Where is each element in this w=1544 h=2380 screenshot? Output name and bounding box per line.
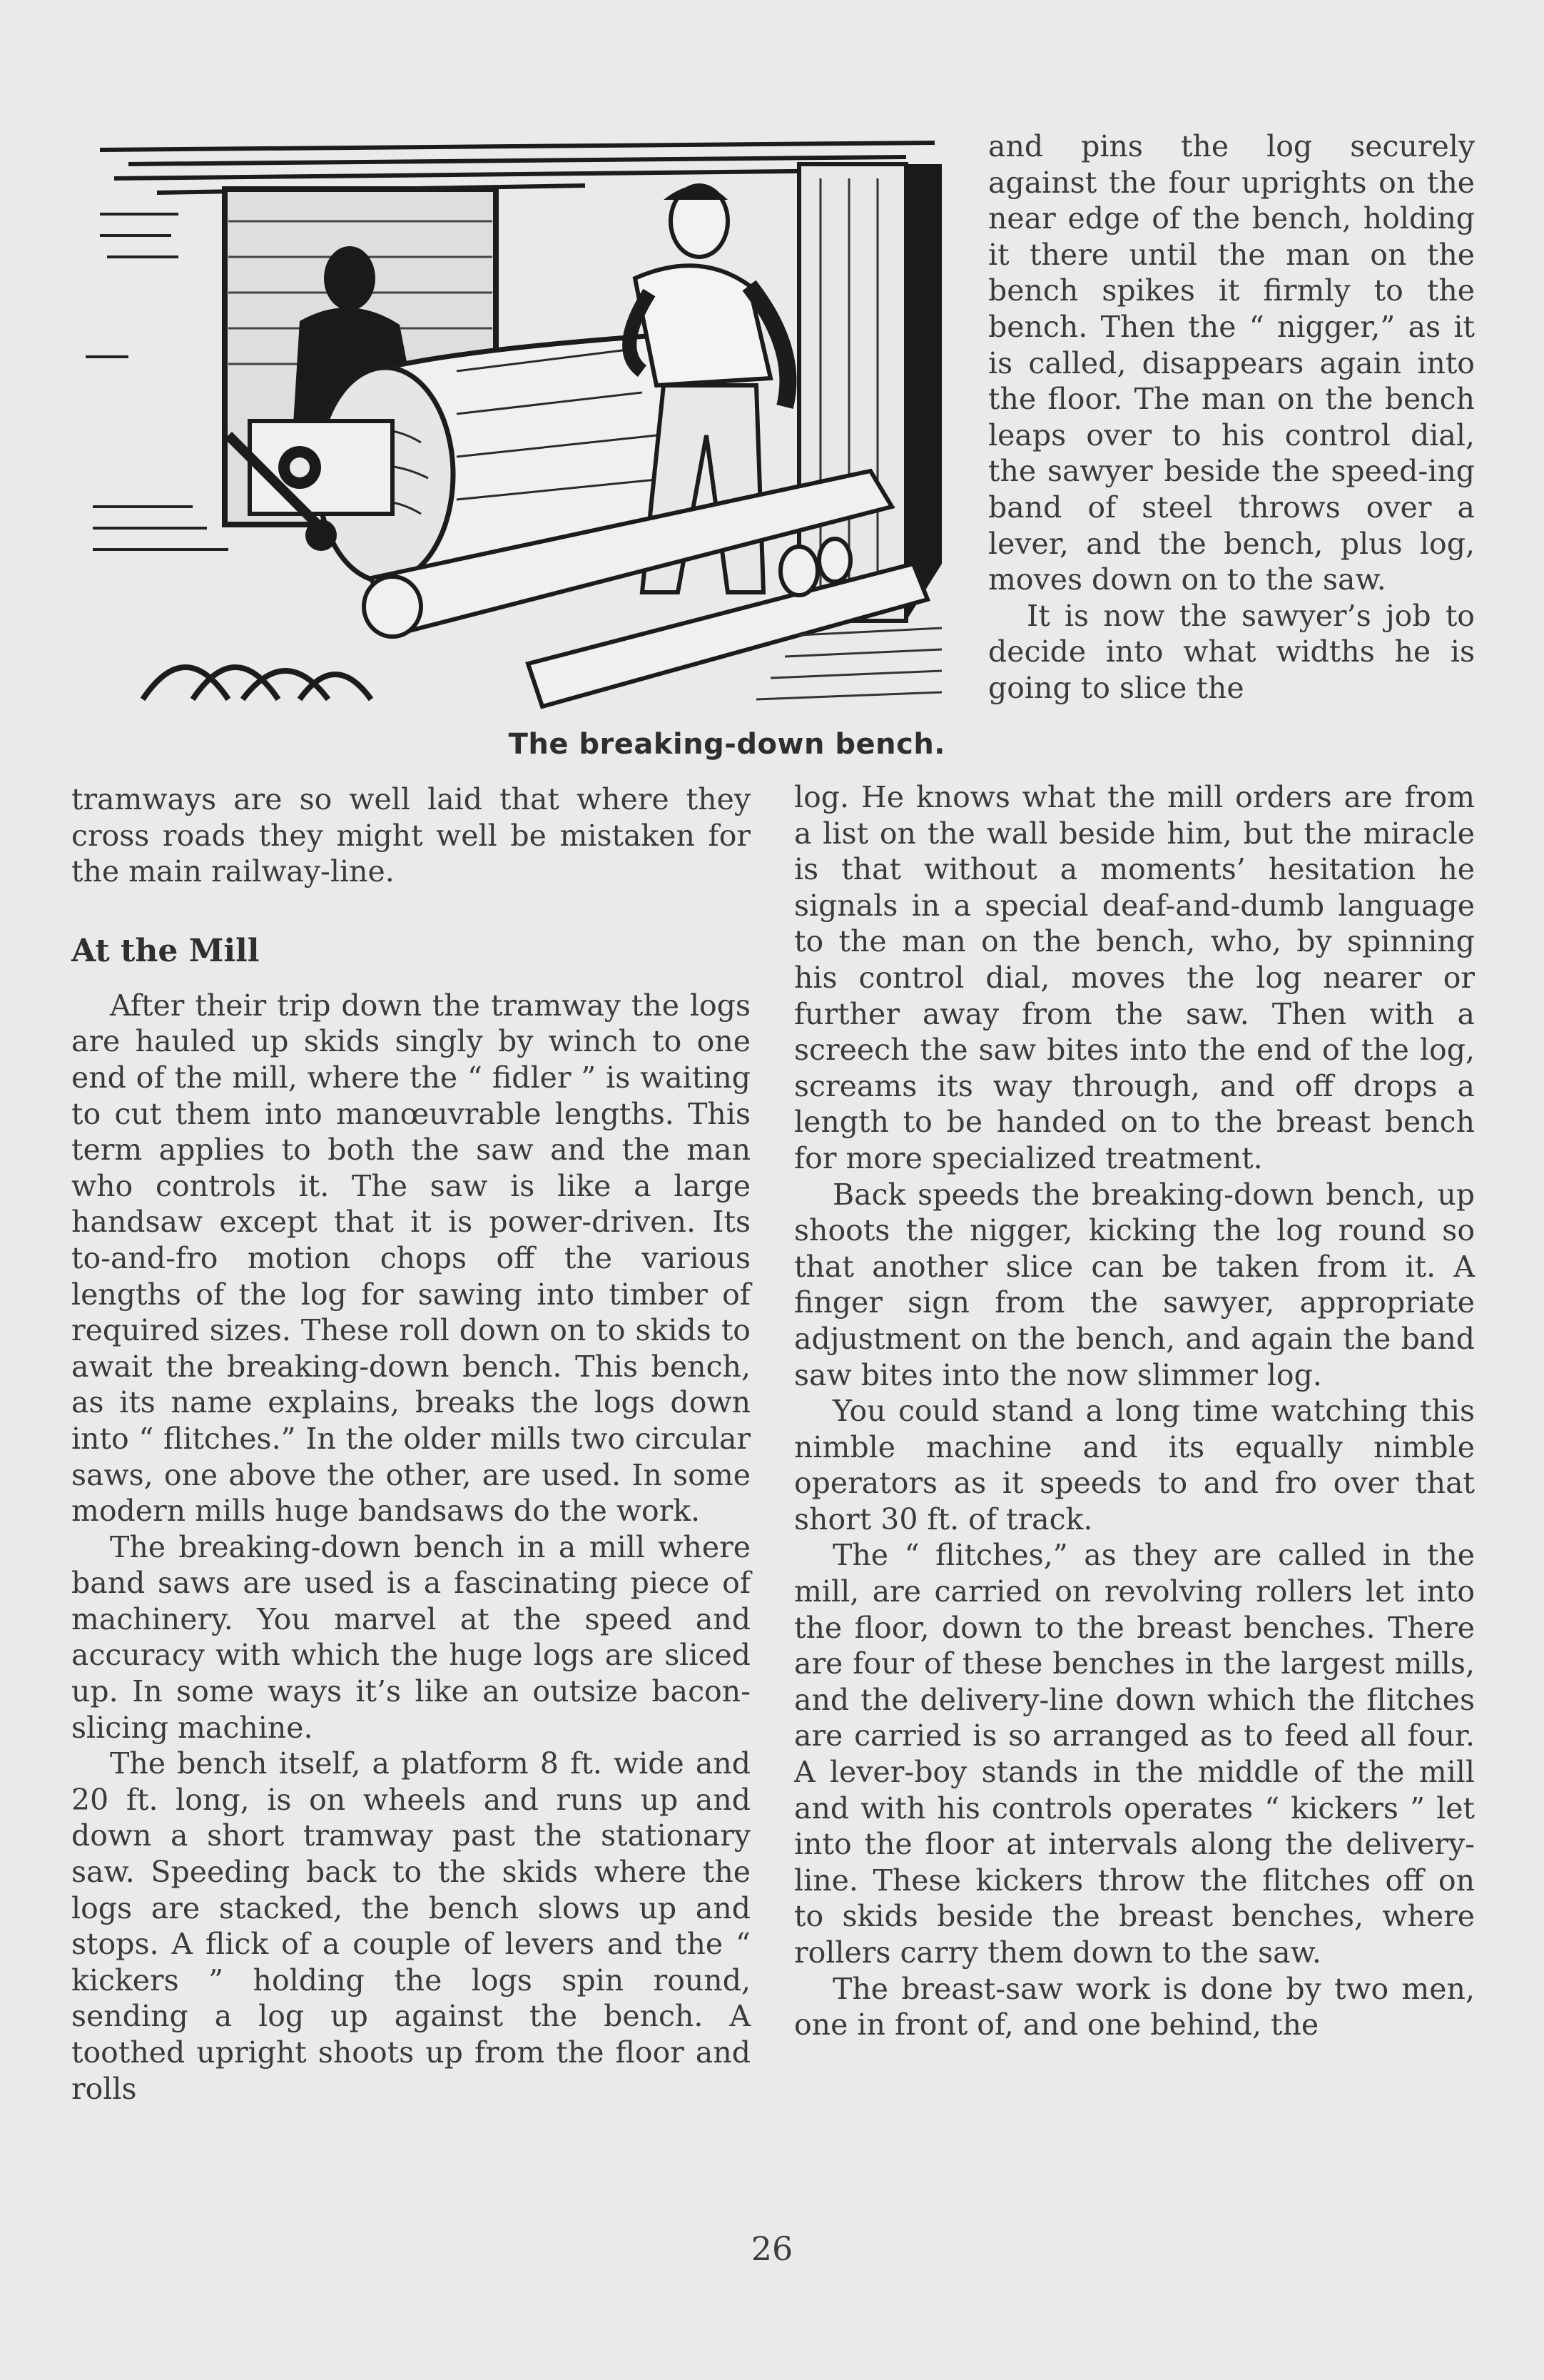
paragraph: log. He knows what the mill orders are from a list on the wall beside him, but the miracle is that without a moments’ hesitation he signals in a special deaf-and-dumb language to the man on the bench, who, by spinning his control dial, moves the log nearer or further away from the saw. Then with a screech the saw bites into the end of the log, screams its way through, and off drops a length to be handed on to the breast bench for more specialized treatment.	[794, 780, 1475, 1175]
section-heading: At the Mill	[71, 932, 260, 969]
paragraph: The breast-saw work is done by two men, one in front of, and one behind, the	[794, 1971, 1475, 2042]
paragraph: The breaking-down bench in a mill where band saws are used is a fascinating piece of machinery. You marvel at the speed and accuracy with which the huge logs are sliced up. In some ways it’s like an outsize bacon-slicing machine.	[71, 1529, 751, 1745]
paragraph: It is now the sawyer’s job to decide into what widths he is going to slice the	[988, 598, 1475, 705]
paragraph: The bench itself, a platform 8 ft. wide and 20 ft. long, is on wheels and runs up and down a short tramway past the stationary saw. Speeding back to the skids where the logs are stacked, the bench slows up and stops. A flick of a couple of levers and the “ kickers ” holding the logs spin round, sending a log up against the bench. A toothed upright shoots up from the floor and rolls	[71, 1746, 751, 2106]
paragraph: The “ flitches,” as they are called in the mill, are carried on revolving rollers let into the floor, down to the breast benches. There are four of these benches in the largest mills, and the delivery-line down which the flitches are carried is so arranged as to feed all four. A lever-boy stands in the middle of the mill and with his controls operates “ kickers ” let into the floor at intervals along the delivery-line. These kickers throw the flitches off on to skids beside the breast benches, where rollers carry them down to the saw.	[794, 1538, 1475, 1970]
sawmill-breaking-down-bench-illustration	[86, 136, 942, 710]
paragraph: and pins the log securely against the four uprights on the near edge of the bench, holding it there until the man on the bench spikes it firmly to the bench. Then the “ nigger,” as it is called, disappears again into the floor. The man on the bench leaps over to his control dial, the sawyer beside the speed-ing band of steel throws over a lever, and the bench, plus log, moves down on to the saw.	[988, 129, 1475, 597]
figure-caption: The breaking-down bench.	[508, 728, 945, 761]
paragraph: Back speeds the breaking-down bench, up shoots the nigger, kicking the log round so that another slice can be taken from it. A finger sign from the sawyer, appropriate adjustment on the bench, and again the band saw bites into the now slimmer log.	[794, 1177, 1475, 1392]
right-column-top	[988, 128, 1475, 707]
page-number: 26	[751, 2229, 793, 2268]
left-column	[71, 781, 751, 2107]
paragraph: tramways are so well laid that where they cross roads they might well be mistaken for the main railway-line.	[71, 782, 751, 889]
right-column	[794, 779, 1475, 2043]
paragraph: You could stand a long time watching this nimble machine and its equally nimble operators as it speeds to and fro over that short 30 ft. of track.	[794, 1394, 1475, 1536]
paragraph: After their trip down the tramway the logs are hauled up skids singly by winch to one end of the mill, where the “ fidler ” is waiting to cut them into manœuvrable lengths. This term applies to both the saw and the man who controls it. The saw is like a large handsaw except that it is power-driven. Its to-and-fro motion chops off the various lengths of the log for sawing into timber of required sizes. These roll down on to skids to await the breaking-down bench. This bench, as its name explains, breaks the logs down into “ flitches.” In the older mills two circular saws, one above the other, are used. In some modern mills huge bandsaws do the work.	[71, 988, 751, 1529]
